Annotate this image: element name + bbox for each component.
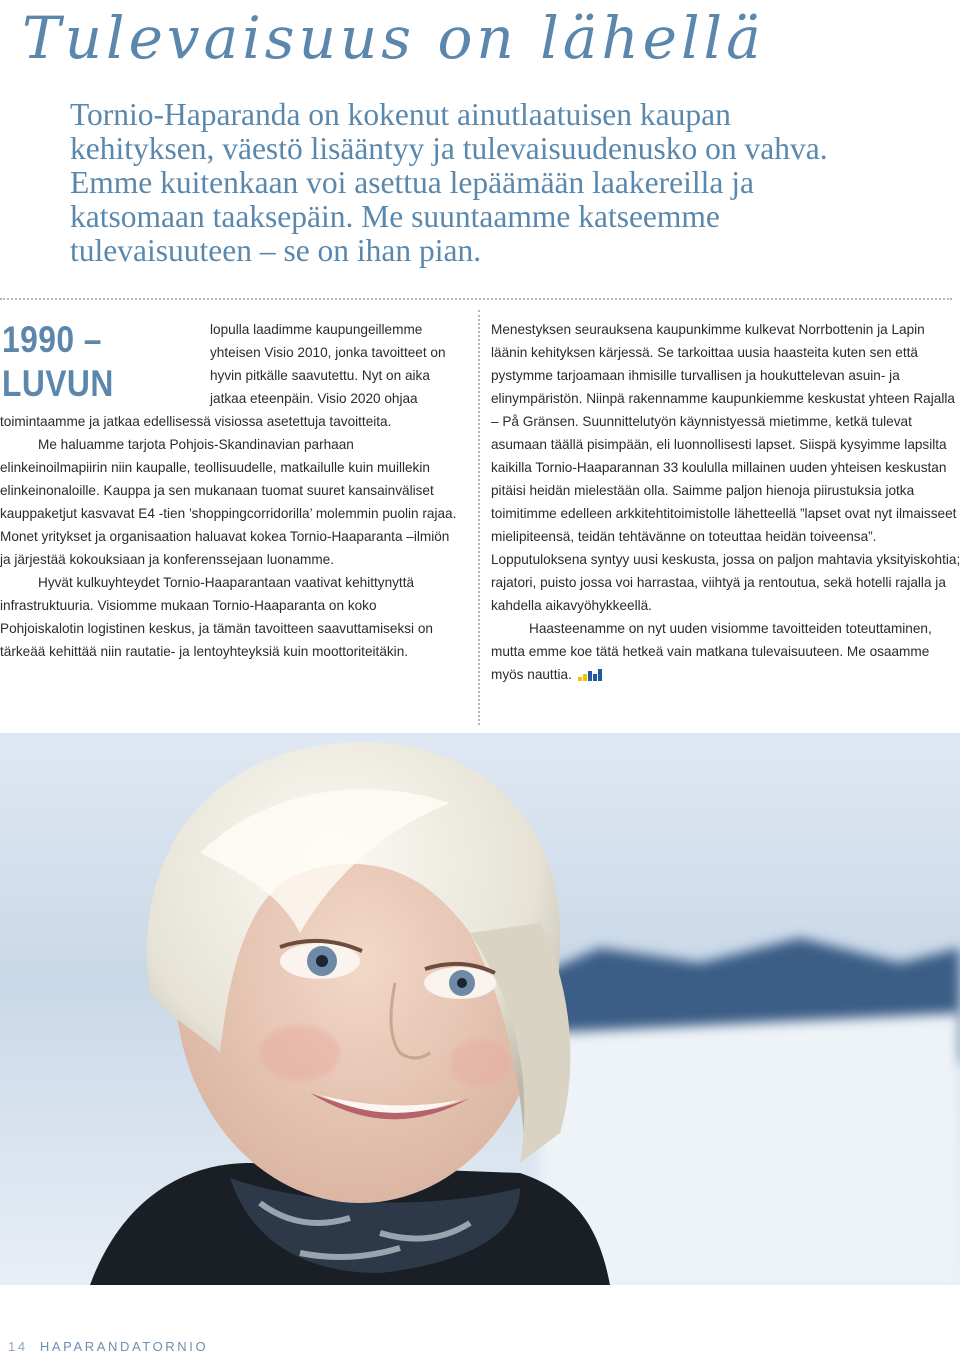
page-number: 14 [8, 1339, 28, 1354]
lead-paragraph: Tornio-Haparanda on kokenut ainutlaatuisen kaupan kehityksen, väestö lisääntyy ja tulevaisuudenusko on vahva. Emme kuitenkaan voi asettua lepäämään laakereilla ja katsomaan taaksepäin. Me suuntaamme katseemme tulevaisuuteen – se on ihan pian. [70, 97, 828, 268]
article-left-column [0, 318, 462, 663]
article-paragraph-4: Menestyksen seurauksena kaupunkimme kulkevat Norrbottenin ja Lapin läänin kehityksen kärjessä. Se tarkoittaa uusia haasteita kuten sen että pystymme tarjoamaan ihmisille turvallisen ja houkuttelevan asuin- ja elinympäristön. Niinpä rakennamme kaupunkiemme keskustat yhteen Rajalla – På Gränsen. Suunnittelutyön käynnistyessä mietimme, ketkä tulevat asumaan täällä pisimpään, eli luonnollisesti lapset. Siispä kysyimme lapsilta kaikilla Tornio-Haaparannan 33 koululla millainen uuden yhteisen keskustan pitäisi heidän mielestään olla. Saimme paljon hienoja piirustuksia jotka toimitimme edelleen arkkitehtitoimistolle lähetteellä ”lapset ovat nyt ilmaisseet mielipiteensä, teidän tehtävänne on toteuttaa heidän toiveensa”. Lopputuloksena syntyy uusi keskusta, jossa on paljon mahtavia yksityiskohtia; rajatori, puisto jossa voi harrastaa, viihtyä ja rentoutua, sekä hotelli rajalla ja kahdella aikavyöhykkeellä. [491, 322, 960, 613]
column-divider [478, 310, 480, 725]
article-paragraph-2: Me haluamme tarjota Pohjois-Skandinavian parhaan elinkeinoilmapiirin niin kaupalle, teollisuudelle, matkailulle kuin muillekin elinkeinonaloille. Kauppa ja sen mukanaan tuomat suuret kansainväliset kauppaketjut kasvavat E4 -tien ’shoppingcorridorilla’ molemmin puolin rajaa. Monet yritykset ja organisaation haluavat kokea Tornio-Haaparanta –ilmiön ja järjestää kokouksiaan ja konferenssejaan luonamme. [0, 437, 457, 567]
portrait-illustration [0, 733, 960, 1285]
article-right-column [491, 318, 960, 686]
portrait-photo [0, 733, 960, 1285]
end-mark-icon [578, 669, 608, 681]
article-paragraph-1: 1990 –LUVUN lopulla laadimme kaupungeillemme yhteisen Visio 2010, jonka tavoitteet on hyvin pitkälle saavutettu. Nyt on aika jatkaa eteenpäin. Visio 2020 ohjaa toimintaamme ja jatkaa edellisessä visiossa asetettuja tavoitteita. [0, 319, 446, 429]
drop-heading: 1990 –LUVUN [2, 319, 114, 404]
publication-name: HAPARANDATORNIO [39, 1339, 209, 1354]
article-paragraph-3: Hyvät kulkuyhteydet Tornio-Haaparantaan vaativat kehittynyttä infrastruktuuria. Visiomme mukaan Tornio-Haaparanta on koko Pohjoiskalotin logistinen keskus, ja tämän tavoitteen saavuttamiseksi on tärkeää kehittää niin rautatie- ja lentoyhteyksiä kuin moottoriteitäkin. [0, 575, 433, 659]
article-paragraph-5: Haasteenamme on nyt uuden visiomme tavoitteiden toteuttaminen, mutta emme koe tätä hetkeä vain matkana tulevaisuuteen. Me osaamme myös nauttia. [491, 621, 932, 682]
dotted-divider [0, 298, 952, 300]
script-title: Tulevaisuus on lähellä [22, 4, 765, 72]
page-footer [8, 1339, 208, 1354]
